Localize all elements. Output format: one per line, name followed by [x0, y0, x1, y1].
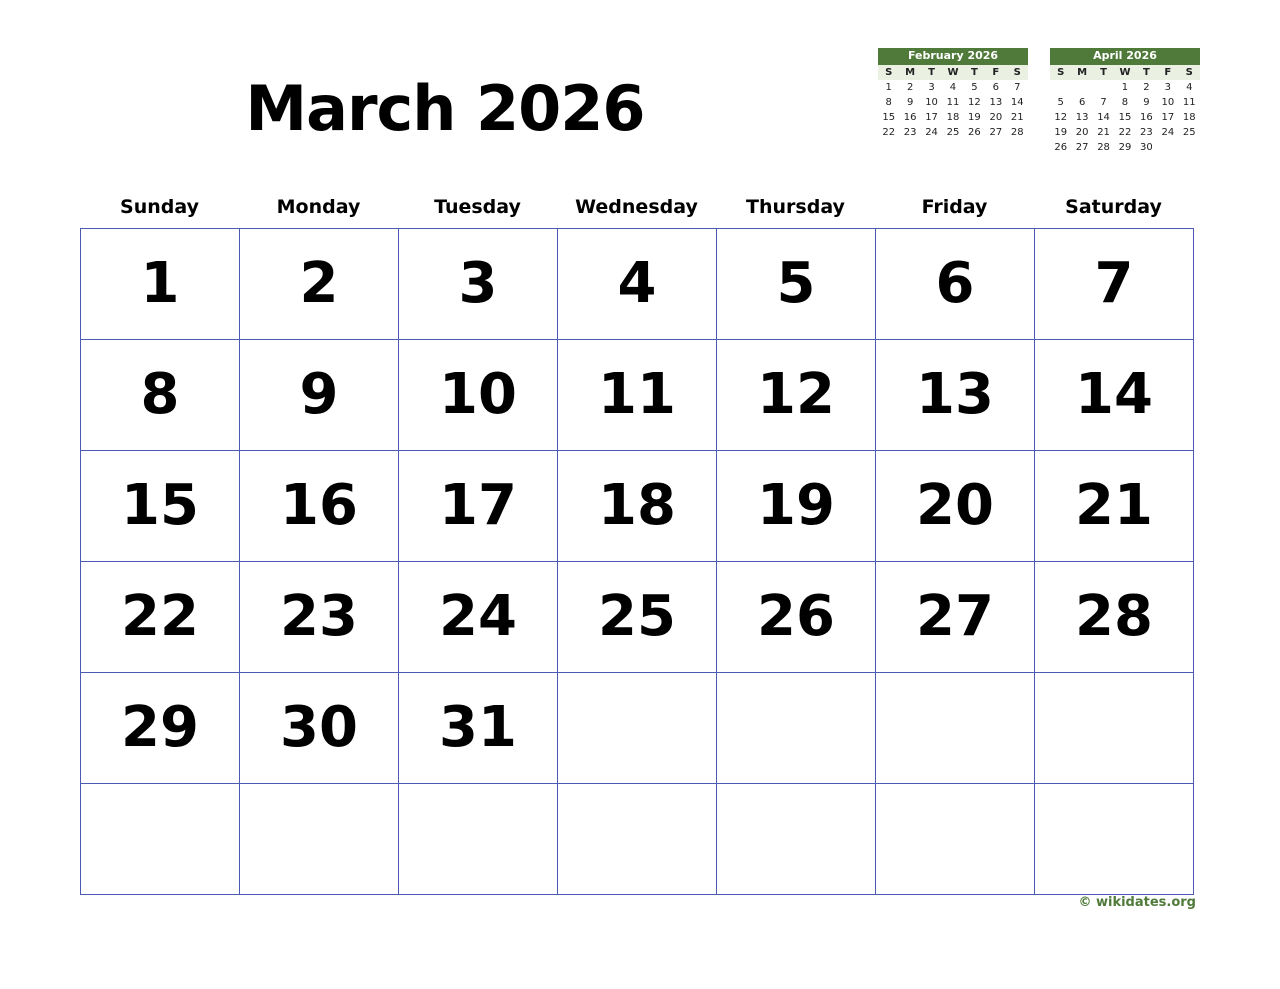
mini-day[interactable]: 29 [1118, 142, 1132, 154]
mini-day[interactable]: 17 [925, 112, 938, 124]
day-cell[interactable] [240, 451, 399, 562]
day-cell[interactable] [81, 340, 240, 451]
day-number: 10 [439, 362, 517, 427]
mini-day[interactable]: 28 [1010, 127, 1024, 139]
mini-calendars [878, 48, 1200, 155]
day-number: 28 [1075, 584, 1153, 649]
mini-day[interactable] [1179, 140, 1200, 155]
mini-weekday: M [899, 65, 920, 80]
day-number: 27 [916, 584, 994, 649]
mini-week-row [878, 80, 1028, 95]
mini-weekday: T [964, 65, 985, 80]
mini-day[interactable]: 5 [1057, 97, 1064, 109]
day-cell[interactable] [876, 340, 1035, 451]
day-cell[interactable] [240, 340, 399, 451]
day-cell[interactable] [81, 451, 240, 562]
day-number: 15 [121, 473, 199, 538]
mini-day[interactable]: 5 [971, 82, 978, 94]
mini-day[interactable]: 11 [946, 97, 960, 109]
calendar-week-row [81, 784, 1194, 895]
mini-calendar-title: February 2026 [878, 48, 1028, 65]
mini-day[interactable]: 2 [1143, 82, 1150, 94]
weekday-header-monday: Monday [276, 196, 361, 218]
mini-weekday: S [1179, 65, 1200, 80]
day-cell-empty[interactable] [558, 673, 717, 784]
day-cell[interactable] [558, 340, 717, 451]
mini-week-row [878, 110, 1028, 125]
mini-week-row [1050, 95, 1200, 110]
mini-day[interactable]: 9 [1143, 97, 1150, 109]
day-cell[interactable] [399, 673, 558, 784]
mini-day[interactable]: 20 [1075, 127, 1089, 139]
page-title: March 2026 [245, 72, 645, 145]
mini-day[interactable]: 13 [989, 97, 1003, 109]
weekday-header-sunday: Sunday [120, 196, 199, 218]
mini-day[interactable]: 6 [1078, 97, 1086, 109]
mini-day[interactable]: 7 [1100, 97, 1107, 109]
mini-day[interactable]: 24 [1161, 127, 1175, 139]
mini-weekday: T [921, 65, 942, 80]
mini-day[interactable]: 25 [946, 127, 960, 139]
day-cell[interactable] [717, 340, 876, 451]
day-number: 26 [757, 584, 835, 649]
day-number: 22 [121, 584, 199, 649]
day-number: 13 [916, 362, 994, 427]
mini-day[interactable]: 20 [989, 112, 1003, 124]
day-cell[interactable] [1035, 340, 1194, 451]
mini-weekday-row [878, 65, 1028, 80]
mini-weekday: F [1157, 65, 1178, 80]
mini-day[interactable]: 19 [968, 112, 981, 124]
mini-day[interactable]: 19 [1054, 127, 1068, 139]
mini-calendar-next-month [1050, 48, 1200, 155]
mini-day[interactable]: 1 [885, 82, 892, 94]
mini-week-row [1050, 125, 1200, 140]
day-cell[interactable] [81, 229, 240, 340]
day-number: 24 [439, 584, 517, 649]
day-cell[interactable] [399, 229, 558, 340]
day-cell-empty[interactable] [399, 784, 558, 895]
day-number: 30 [280, 695, 358, 760]
mini-day[interactable]: 23 [1140, 127, 1153, 139]
day-number: 14 [1075, 362, 1153, 427]
mini-day[interactable]: 27 [1075, 142, 1089, 154]
calendar-week-row [81, 562, 1194, 673]
day-cell-empty[interactable] [876, 784, 1035, 895]
day-number: 18 [598, 473, 676, 538]
mini-weekday: S [878, 65, 899, 80]
day-cell[interactable] [558, 451, 717, 562]
mini-day[interactable]: 23 [903, 127, 917, 139]
day-number: 6 [935, 251, 975, 316]
mini-day[interactable]: 4 [949, 82, 957, 94]
day-cell[interactable] [876, 562, 1035, 673]
mini-day[interactable]: 18 [1182, 112, 1196, 124]
mini-day[interactable]: 8 [885, 97, 892, 109]
mini-day[interactable] [1071, 80, 1092, 95]
mini-weekday: T [1136, 65, 1157, 80]
mini-weekday: M [1071, 65, 1092, 80]
mini-day[interactable]: 22 [882, 127, 896, 139]
calendar-week-row [81, 340, 1194, 451]
weekday-header-row [80, 196, 1193, 226]
mini-calendar-title: April 2026 [1050, 48, 1200, 65]
calendar-header [0, 0, 1280, 180]
day-number: 23 [280, 584, 358, 649]
mini-day[interactable]: 12 [968, 97, 981, 109]
day-cell[interactable] [717, 451, 876, 562]
day-cell[interactable] [1035, 562, 1194, 673]
mini-day[interactable]: 15 [882, 112, 896, 124]
day-number: 20 [916, 473, 994, 538]
mini-day[interactable]: 4 [1186, 82, 1193, 94]
calendar-grid [80, 228, 1194, 895]
day-cell[interactable] [558, 562, 717, 673]
day-cell-empty[interactable] [81, 784, 240, 895]
day-number: 3 [458, 251, 498, 316]
day-cell[interactable] [558, 229, 717, 340]
weekday-header-saturday: Saturday [1065, 196, 1162, 218]
mini-day[interactable]: 18 [946, 112, 960, 124]
mini-weekday: W [942, 65, 963, 80]
mini-calendar-previous-month [878, 48, 1028, 155]
day-number: 2 [299, 251, 339, 316]
day-cell[interactable] [240, 562, 399, 673]
mini-day[interactable] [1093, 80, 1114, 95]
mini-day[interactable]: 26 [968, 127, 981, 139]
mini-day[interactable]: 16 [1140, 112, 1153, 124]
weekday-header-friday: Friday [921, 196, 988, 218]
day-cell[interactable] [399, 340, 558, 451]
weekday-header-tuesday: Tuesday [434, 196, 521, 218]
day-cell[interactable] [717, 562, 876, 673]
calendar-week-row [81, 229, 1194, 340]
calendar-week-row [81, 451, 1194, 562]
day-cell-empty[interactable] [558, 784, 717, 895]
mini-day[interactable]: 13 [1075, 112, 1089, 124]
day-cell-empty[interactable] [1035, 784, 1194, 895]
day-cell[interactable] [1035, 451, 1194, 562]
mini-day[interactable]: 9 [906, 97, 914, 109]
mini-weekday-row [1050, 65, 1200, 80]
day-cell[interactable] [1035, 229, 1194, 340]
mini-weekday: S [1007, 65, 1028, 80]
day-number: 11 [598, 362, 676, 427]
day-cell[interactable] [876, 229, 1035, 340]
mini-day[interactable]: 10 [1161, 97, 1175, 109]
day-cell-empty[interactable] [717, 673, 876, 784]
mini-weekday: S [1050, 65, 1071, 80]
mini-weekday: W [1114, 65, 1135, 80]
mini-day[interactable]: 26 [1054, 142, 1068, 154]
mini-week-row [1050, 110, 1200, 125]
mini-day[interactable]: 16 [903, 112, 917, 124]
day-number: 8 [140, 362, 180, 427]
day-cell-empty[interactable] [717, 784, 876, 895]
mini-day[interactable]: 12 [1054, 112, 1068, 124]
weekday-header-thursday: Thursday [746, 196, 845, 218]
mini-day[interactable]: 21 [1097, 127, 1110, 139]
day-cell-empty[interactable] [240, 784, 399, 895]
day-cell[interactable] [240, 229, 399, 340]
day-cell-empty[interactable] [1035, 673, 1194, 784]
mini-day[interactable]: 2 [906, 82, 914, 94]
mini-calendar-table [1050, 65, 1200, 155]
day-number: 5 [776, 251, 816, 316]
mini-day[interactable]: 6 [992, 82, 999, 94]
day-cell[interactable] [717, 229, 876, 340]
mini-calendar-table [878, 65, 1028, 140]
day-cell[interactable] [399, 451, 558, 562]
mini-day[interactable]: 3 [1164, 82, 1171, 94]
mini-week-row [878, 125, 1028, 140]
day-number: 21 [1075, 473, 1153, 538]
mini-day[interactable]: 14 [1010, 97, 1024, 109]
copyright-symbol: © [1078, 895, 1092, 910]
mini-day[interactable]: 27 [989, 127, 1003, 139]
mini-day[interactable]: 10 [925, 97, 938, 109]
day-number: 19 [757, 473, 835, 538]
mini-day[interactable]: 30 [1140, 142, 1153, 154]
day-number: 25 [598, 584, 676, 649]
mini-day[interactable]: 11 [1182, 97, 1196, 109]
day-cell[interactable] [876, 451, 1035, 562]
day-cell[interactable] [81, 673, 240, 784]
mini-day[interactable]: 15 [1118, 112, 1132, 124]
mini-day[interactable]: 28 [1097, 142, 1110, 154]
mini-week-row [1050, 140, 1200, 155]
mini-day[interactable]: 17 [1161, 112, 1175, 124]
mini-week-row [878, 95, 1028, 110]
mini-day[interactable]: 8 [1121, 97, 1129, 109]
day-cell-empty[interactable] [876, 673, 1035, 784]
day-cell[interactable] [81, 562, 240, 673]
mini-weekday: F [985, 65, 1006, 80]
day-number: 12 [757, 362, 835, 427]
day-cell[interactable] [240, 673, 399, 784]
day-number: 31 [439, 695, 517, 760]
mini-day[interactable]: 14 [1097, 112, 1110, 124]
footer-credit [1078, 895, 1196, 910]
day-number: 7 [1094, 251, 1134, 316]
mini-day[interactable]: 7 [1014, 82, 1021, 94]
mini-weekday: T [1093, 65, 1114, 80]
mini-day[interactable] [1050, 80, 1071, 95]
mini-day[interactable]: 21 [1010, 112, 1024, 124]
day-number: 9 [299, 362, 339, 427]
site-name[interactable]: wikidates.org [1095, 895, 1196, 910]
calendar-week-row [81, 673, 1194, 784]
day-number: 1 [140, 251, 180, 316]
mini-day[interactable]: 22 [1118, 127, 1132, 139]
weekday-header-wednesday: Wednesday [575, 196, 698, 218]
day-number: 4 [617, 251, 657, 316]
day-number: 16 [280, 473, 358, 538]
mini-day[interactable]: 25 [1182, 127, 1196, 139]
day-number: 17 [439, 473, 517, 538]
day-cell[interactable] [399, 562, 558, 673]
day-number: 29 [121, 695, 199, 760]
mini-week-row [1050, 80, 1200, 95]
mini-day[interactable]: 1 [1121, 82, 1129, 94]
mini-day[interactable]: 3 [928, 82, 935, 94]
mini-day[interactable]: 24 [925, 127, 938, 139]
mini-day[interactable] [1157, 140, 1178, 155]
